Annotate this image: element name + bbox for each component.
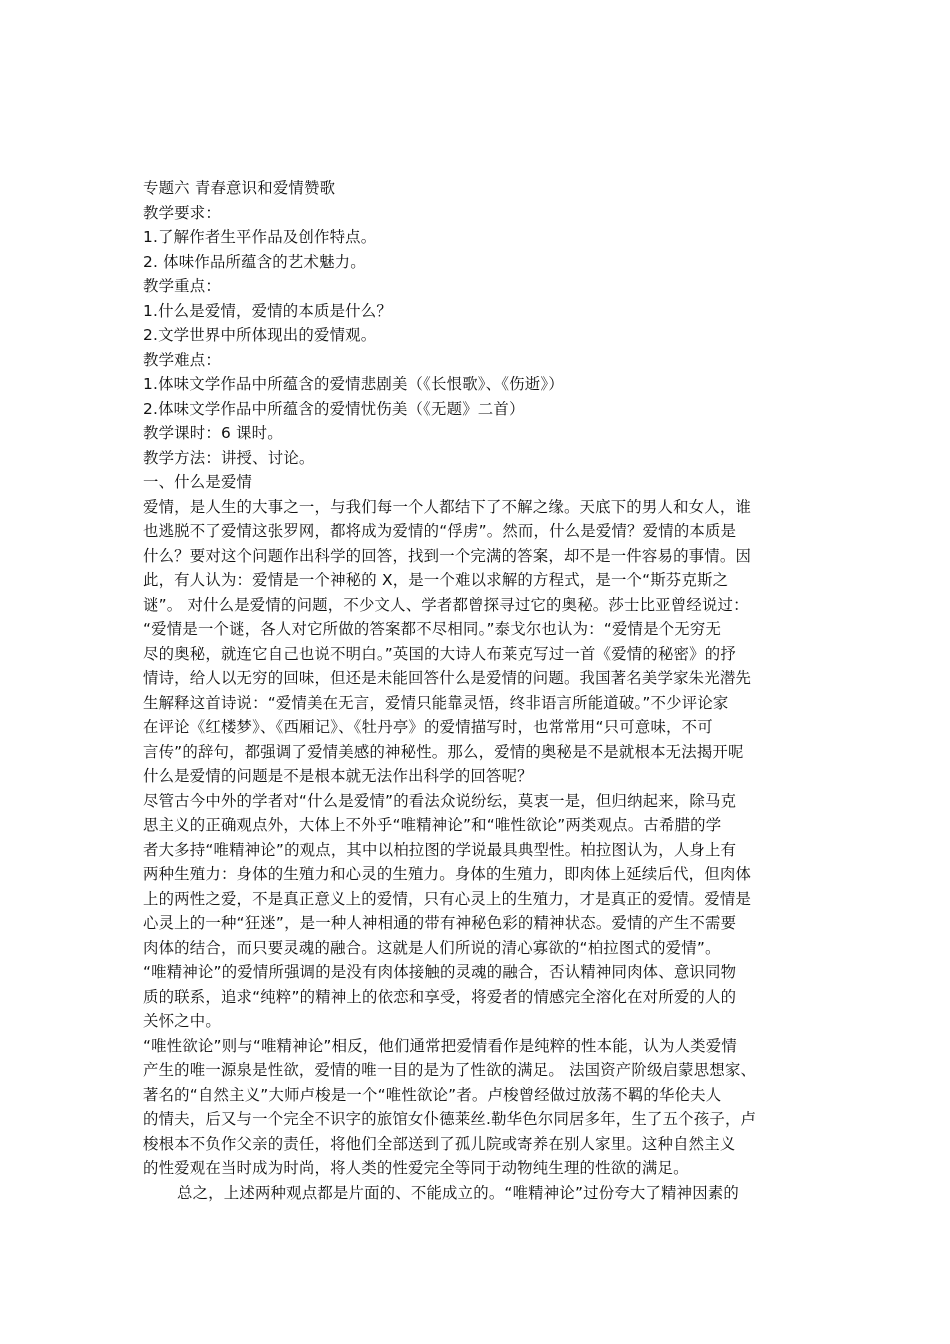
paragraph-line: 者大多持“唯精神论”的观点，其中以柏拉图的学说最具典型性。柏拉图认为，人身上有 bbox=[143, 840, 737, 859]
paragraph-line: 在评论《红楼梦》、《西厢记》、《牡丹亭》的爱情描写时，也常常用“只可意味，不可 bbox=[143, 718, 713, 736]
paragraph-line: 思主义的正确观点外，大体上不外乎“唯精神论”和“唯性欲论”两类观点。古希腊的学 bbox=[143, 816, 722, 834]
paragraph-line: 心灵上的一种“狂迷”，是一种人神相通的带有神秘色彩的精神状态。爱情的产生不需要 bbox=[143, 914, 737, 932]
key-point-item: 1.什么是爱情，爱情的本质是什么？ bbox=[143, 301, 392, 320]
paragraph-line: 爱情，是人生的大事之一，与我们每一个人都结下了不解之缘。天底下的男人和女人，谁 bbox=[143, 497, 752, 516]
document-title: 专题六 青春意识和爱情赞歌 bbox=[143, 179, 336, 197]
requirement-item: 2. 体味作品所蕴含的艺术魅力。 bbox=[143, 252, 366, 271]
requirement-item: 1.了解作者生平作品及创作特点。 bbox=[143, 228, 377, 246]
paragraph-line: 什么？要对这个问题作出科学的回答，找到一个完满的答案，却不是一件容易的事情。因 bbox=[143, 546, 752, 565]
paragraph-line: 尽的奥秘，就连它自己也说不明白。”英国的大诗人布莱克写过一首《爱情的秘密》的抒 bbox=[143, 644, 736, 663]
section-heading: 一、什么是爱情 bbox=[143, 473, 253, 491]
paragraph-3 bbox=[143, 1034, 811, 1181]
key-point-item: 2.文学世界中所体现出的爱情观。 bbox=[143, 326, 377, 344]
paragraph-line: 谜”。 对什么是爱情的问题，不少文人、学者都曾探寻过它的奥秘。莎士比亚曾经说过： bbox=[143, 595, 749, 614]
paragraph-line: 质的联系，追求“纯粹”的精神上的依恋和享受，将爱者的情感完全溶化在对所爱的人的 bbox=[143, 987, 737, 1006]
paragraph-line: 著名的“自然主义”大师卢梭是一个“唯性欲论”者。卢梭曾经做过放荡不羁的华伦夫人 bbox=[143, 1085, 722, 1104]
paragraph-line: 尽管古今中外的学者对“什么是爱情”的看法众说纷纭，莫衷一是，但归纳起来，除马克 bbox=[143, 791, 737, 810]
paragraph-line: 的情夫，后又与一个完全不识字的旅馆女仆德莱丝.勒华色尔同居多年，生了五个孩子，卢 bbox=[143, 1110, 757, 1128]
teaching-hours: 教学课时：6 课时。 bbox=[143, 424, 283, 442]
teaching-method: 教学方法：讲授、讨论。 bbox=[143, 448, 315, 467]
requirements-heading: 教学要求： bbox=[143, 203, 221, 222]
paragraph-line: 产生的唯一源泉是性欲，爱情的唯一目的是为了性欲的满足。 法国资产阶级启蒙思想家、 bbox=[143, 1061, 757, 1079]
paragraph-line: 情诗，给人以无穷的回味，但还是未能回答什么是爱情的问题。我国著名美学家朱光潜先 bbox=[143, 669, 752, 687]
paragraph-4-line: 总之，上述两种观点都是片面的、不能成立的。“唯精神论”过份夸大了精神因素的 bbox=[177, 1183, 740, 1202]
paragraph-line: 肉体的结合，而只要灵魂的融合。这就是人们所说的清心寡欲的“柏拉图式的爱情”。 bbox=[143, 938, 721, 957]
key-points-heading: 教学重点： bbox=[143, 277, 221, 295]
difficulty-item: 2.体味文学作品中所蕴含的爱情忧伤美（《无题》二首） bbox=[143, 399, 525, 418]
difficulties-heading: 教学难点： bbox=[143, 350, 221, 369]
paragraph-line: 也逃脱不了爱情这张罗网，都将成为爱情的“俘虏”。然而，什么是爱情？爱情的本质是 bbox=[143, 522, 737, 540]
paragraph-2 bbox=[143, 789, 811, 1034]
paragraph-line: “唯性欲论”则与“唯精神论”相反，他们通常把爱情看作是纯粹的性本能，认为人类爱情 bbox=[143, 1036, 737, 1055]
paragraph-1 bbox=[143, 495, 811, 789]
paragraph-line: “唯精神论”的爱情所强调的是没有肉体接触的灵魂的融合，否认精神同肉体、意识同物 bbox=[143, 963, 737, 981]
paragraph-line: 生解释这首诗说：“爱情美在无言，爱情只能靠灵悟，终非语言所能道破。”不少评论家 bbox=[143, 693, 729, 712]
paragraph-line: 此，有人认为：爱情是一个神秘的 X，是一个难以求解的方程式，是一个“斯芬克斯之 bbox=[143, 571, 729, 589]
paragraph-line: 言传”的辞句，都强调了爱情美感的神秘性。那么，爱情的奥秘是不是就根本无法揭开呢 bbox=[143, 742, 744, 761]
difficulty-item: 1.体味文学作品中所蕴含的爱情悲剧美（《长恨歌》、《伤逝》） bbox=[143, 375, 564, 393]
paragraph-line: 关怀之中。 bbox=[143, 1012, 221, 1030]
paragraph-line: “爱情是一个谜，各人对它所做的答案都不尽相同。”泰戈尔也认为：“爱情是个无穷无 bbox=[143, 620, 722, 638]
paragraph-line: 的性爱观在当时成为时尚，将人类的性爱完全等同于动物纯生理的性欲的满足。 bbox=[143, 1159, 689, 1177]
paragraph-line: 什么是爱情的问题是不是根本就无法作出科学的回答呢？ bbox=[143, 767, 533, 785]
paragraph-line: 两种生殖力：身体的生殖力和心灵的生殖力。身体的生殖力，即肉体上延续后代，但肉体 bbox=[143, 865, 752, 883]
paragraph-line: 上的两性之爱，不是真正意义上的爱情，只有心灵上的生殖力，才是真正的爱情。爱情是 bbox=[143, 889, 752, 908]
paragraph-line: 梭根本不负作父亲的责任，将他们全部送到了孤儿院或寄养在别人家里。这种自然主义 bbox=[143, 1134, 736, 1153]
document-body bbox=[143, 176, 811, 1205]
